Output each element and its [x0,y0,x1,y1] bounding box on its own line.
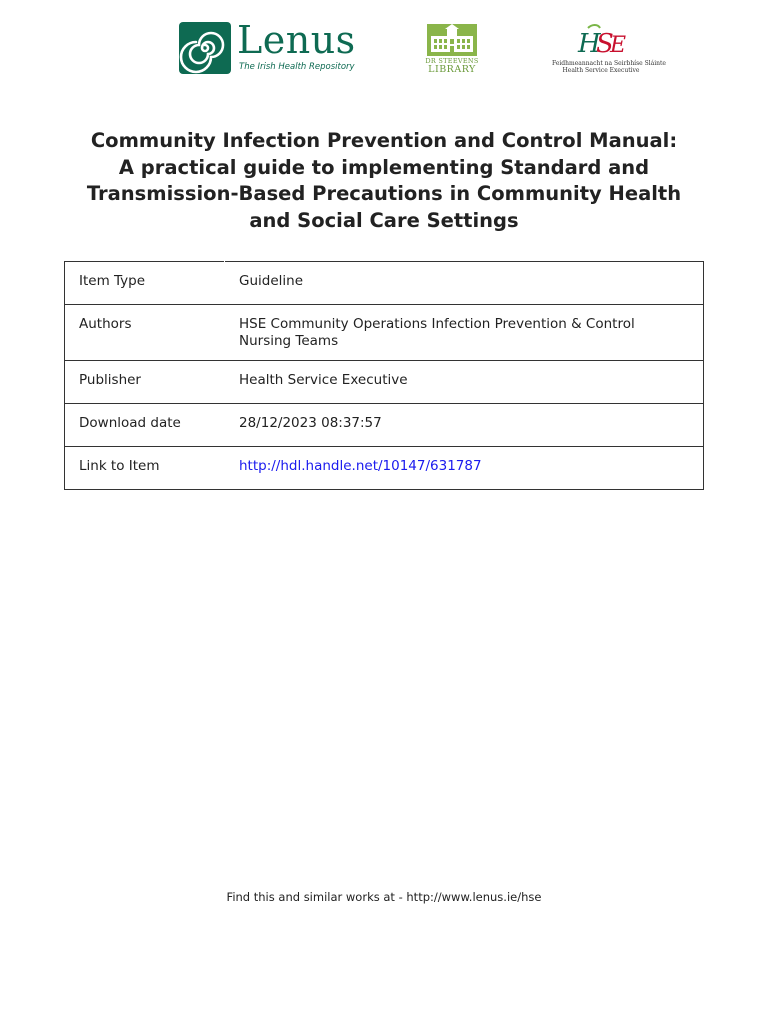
svg-text:H: H [578,29,601,58]
hse-wordmark-icon [576,22,626,58]
publisher-label: Publisher [65,361,225,404]
document-title: Community Infection Prevention and Control Manual: A practical guide to implementing Standard and Transmission-Based Precautions in Community Health and Social Care Settings [86,129,682,232]
svg-text:E: E [610,33,626,58]
link-to-item-label: Link to Item [65,447,225,490]
hse-logo [552,22,666,78]
table-row [65,262,704,305]
table-row [65,404,704,447]
link-to-item-cell [225,447,704,490]
item-type-value: Guideline [225,262,704,305]
footer-note: Find this and similar works at - http://www.lenus.ie/hse [226,890,542,904]
table-row [65,447,704,490]
library-building-icon [427,24,477,56]
lenus-logo[interactable] [179,18,361,76]
table-row [65,305,704,361]
steevens-library-logo [425,24,479,76]
lenus-spiral-icon [179,22,231,74]
lenus-tagline: The Irish Health Repository [239,62,355,72]
steevens-library-label: LIBRARY [428,64,476,75]
svg-text:S: S [596,29,614,58]
lenus-wordmark: Lenus [237,18,356,62]
download-date-label: Download date [65,404,225,447]
header-logos [0,0,768,90]
publisher-value: Health Service Executive [225,361,704,404]
authors-label: Authors [65,305,225,361]
item-handle-link[interactable]: http://hdl.handle.net/10147/631787 [239,458,482,474]
item-type-label: Item Type [65,262,225,305]
table-row [65,361,704,404]
steevens-name: DR STEEVENS [425,57,479,65]
hse-irish-name: Feidhmeannacht na Seirbhíse Sláinte [552,60,666,67]
download-date-value: 28/12/2023 08:37:57 [225,404,704,447]
hse-english-name: Health Service Executive [562,67,640,74]
item-metadata-table [64,261,704,490]
authors-value: HSE Community Operations Infection Prevention & Control Nursing Teams [225,305,704,361]
